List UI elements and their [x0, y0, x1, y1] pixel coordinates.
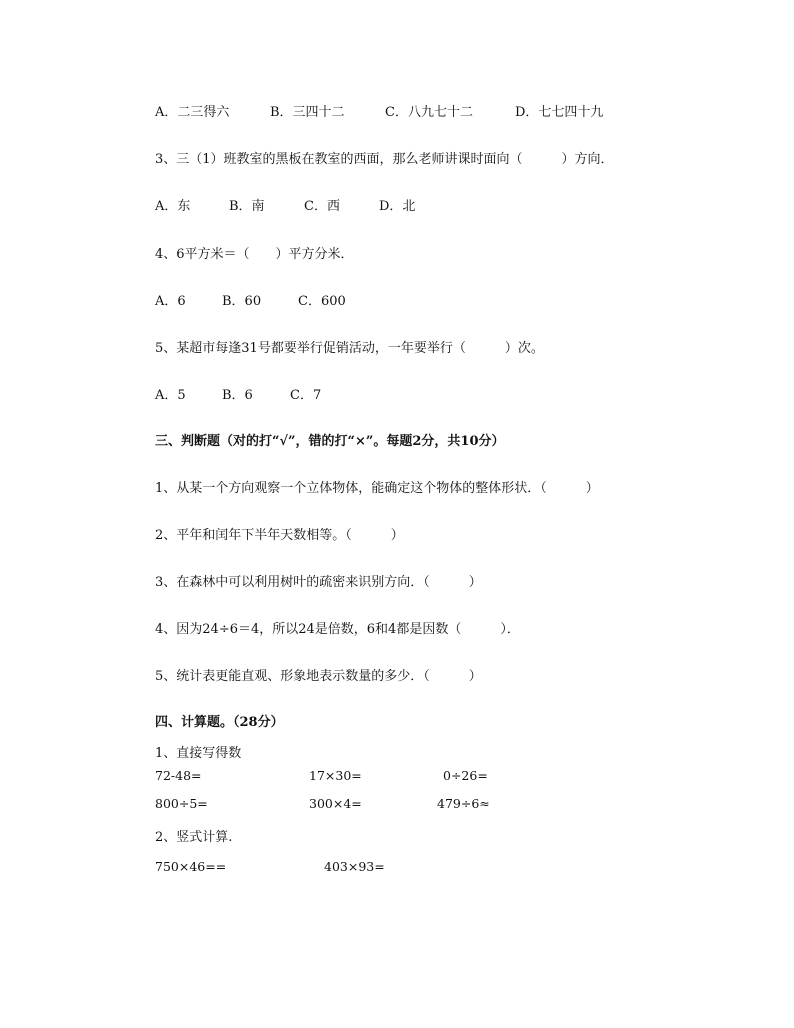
q5-option-b: B．6: [222, 388, 253, 403]
q4-text: 4、6平方米＝（ ）平方分米．: [155, 247, 354, 262]
section4-sub2-title: 2、竖式计算.: [155, 830, 233, 845]
calc-item: 72-48=: [155, 768, 202, 783]
calc-item: 403×93=: [324, 859, 385, 874]
q2-option-a: A．二三得六: [155, 105, 230, 120]
q4-option-b: B．60: [222, 294, 262, 309]
section3-title: 三、判断题（对的打“√”，错的打“×”。每题2分，共10分）: [155, 434, 505, 449]
calc-item: 17×30=: [309, 768, 362, 783]
q3-text: 3、三（1）班教室的黑板在教室的西面，那么老师讲课时面向（ ）方向．: [155, 152, 614, 167]
q5-text: 5、某超市每逢31号都要举行促销活动，一年要举行（ ）次。: [155, 341, 544, 356]
q5-option-a: A．5: [155, 388, 186, 403]
q5-option-c: C．7: [290, 388, 322, 403]
q3-option-b: B．南: [229, 199, 265, 214]
q2-option-c: C．八九七十二: [385, 105, 473, 120]
section3-item-1: 1、从某一个方向观察一个立体物体，能确定这个物体的整体形状．（ ）: [155, 481, 599, 496]
q3-option-a: A．东: [155, 199, 191, 214]
calc-item: 800÷5=: [155, 796, 208, 811]
calc-item: 0÷26=: [443, 768, 488, 783]
calc-item: 300×4=: [309, 796, 362, 811]
q4-option-a: A．6: [155, 294, 186, 309]
section3-item-2: 2、平年和闰年下半年天数相等。（ ）: [155, 528, 404, 543]
q4-option-c: C．600: [298, 294, 346, 309]
section4-title: 四、计算题。（28分）: [155, 715, 284, 730]
calc-item: 479÷6≈: [437, 796, 490, 811]
q3-option-d: D．北: [379, 199, 416, 214]
section3-item-4: 4、因为24÷6＝4，所以24是倍数，6和4都是因数（ ）．: [155, 622, 520, 637]
q2-option-b: B．三四十二: [270, 105, 345, 120]
section3-item-5: 5、统计表更能直观、形象地表示数量的多少．（ ）: [155, 669, 482, 684]
calc-item: 750×46==: [155, 859, 227, 874]
section4-sub1-title: 1、直接写得数: [155, 746, 242, 761]
section3-item-3: 3、在森林中可以利用树叶的疏密来识别方向．（ ）: [155, 575, 482, 590]
q2-option-d: D．七七四十九: [515, 105, 604, 120]
q3-option-c: C．西: [304, 199, 340, 214]
